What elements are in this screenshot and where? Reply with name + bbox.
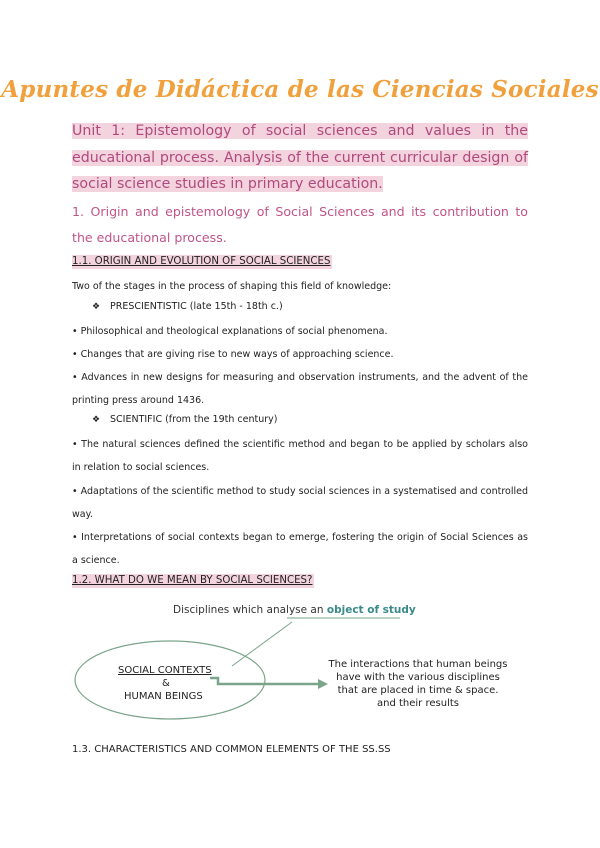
scientific-bullet-2: • Adaptations of the scientific method to study social sciences in a systematised and controlled way. — [72, 486, 528, 520]
section-1-heading: 1. Origin and epistemology of Social Sciences and its contribution to the educational process. — [72, 204, 528, 245]
right-line-1: The interactions that human beings — [328, 659, 508, 670]
scientific-bullet-3: • Interpretations of social contexts began to emerge, fostering the origin of Social Sciences as a science. — [72, 532, 528, 566]
ellipse-line-1: SOCIAL CONTEXTS — [118, 665, 212, 676]
ellipse-line-3: HUMAN BEINGS — [124, 691, 203, 702]
ellipse-line-2: & — [162, 678, 170, 689]
diamond-bullet-icon: ❖ — [92, 302, 101, 312]
arrow-head-icon — [318, 679, 328, 689]
diagram-arrow-shaft — [210, 678, 318, 684]
unit-heading-text: Unit 1: Epistemology of social sciences and values in the educational process. Analysis of the current curricular design of social science studies in primary education. — [72, 123, 528, 192]
diagram-ellipse — [75, 641, 265, 719]
prescientistic-bullet-1: • Philosophical and theological explanations of social phenomena. — [72, 326, 388, 337]
prescientistic-bullet-2: • Changes that are giving rise to new ways of approaching science. — [72, 349, 394, 360]
diagram-connector-line — [232, 622, 292, 666]
stages-intro: Two of the stages in the process of shaping this field of knowledge: — [72, 281, 392, 292]
stage-scientific-label: SCIENTIFIC (from the 19th century) — [110, 414, 278, 425]
subsection-1-3-heading: 1.3. CHARACTERISTICS AND COMMON ELEMENTS OF THE SS.SS — [72, 744, 391, 755]
stage-prescientistic-label: PRESCIENTISTIC (late 15th - 18th c.) — [110, 301, 283, 312]
right-line-2: have with the various disciplines — [336, 672, 500, 683]
diamond-bullet-icon: ❖ — [92, 415, 101, 425]
page-title: Apuntes de Didáctica de las Ciencias Sociales — [1, 76, 599, 103]
scientific-bullet-1: • The natural sciences defined the scientific method and began to be applied by scholars also in relation to social sciences. — [72, 439, 528, 473]
diagram-top-label: Disciplines which analyse an object of study — [173, 604, 416, 616]
right-line-3: that are placed in time & space. — [337, 685, 499, 696]
right-line-4: and their results — [377, 698, 459, 709]
prescientistic-bullet-3: • Advances in new designs for measuring and observation instruments, and the advent of the printing press around 1436. — [72, 372, 528, 406]
subsection-1-1-heading-text: 1.1. ORIGIN AND EVOLUTION OF SOCIAL SCIENCES — [72, 256, 331, 267]
subsection-1-2-heading-text: 1.2. WHAT DO WE MEAN BY SOCIAL SCIENCES? — [72, 575, 313, 586]
